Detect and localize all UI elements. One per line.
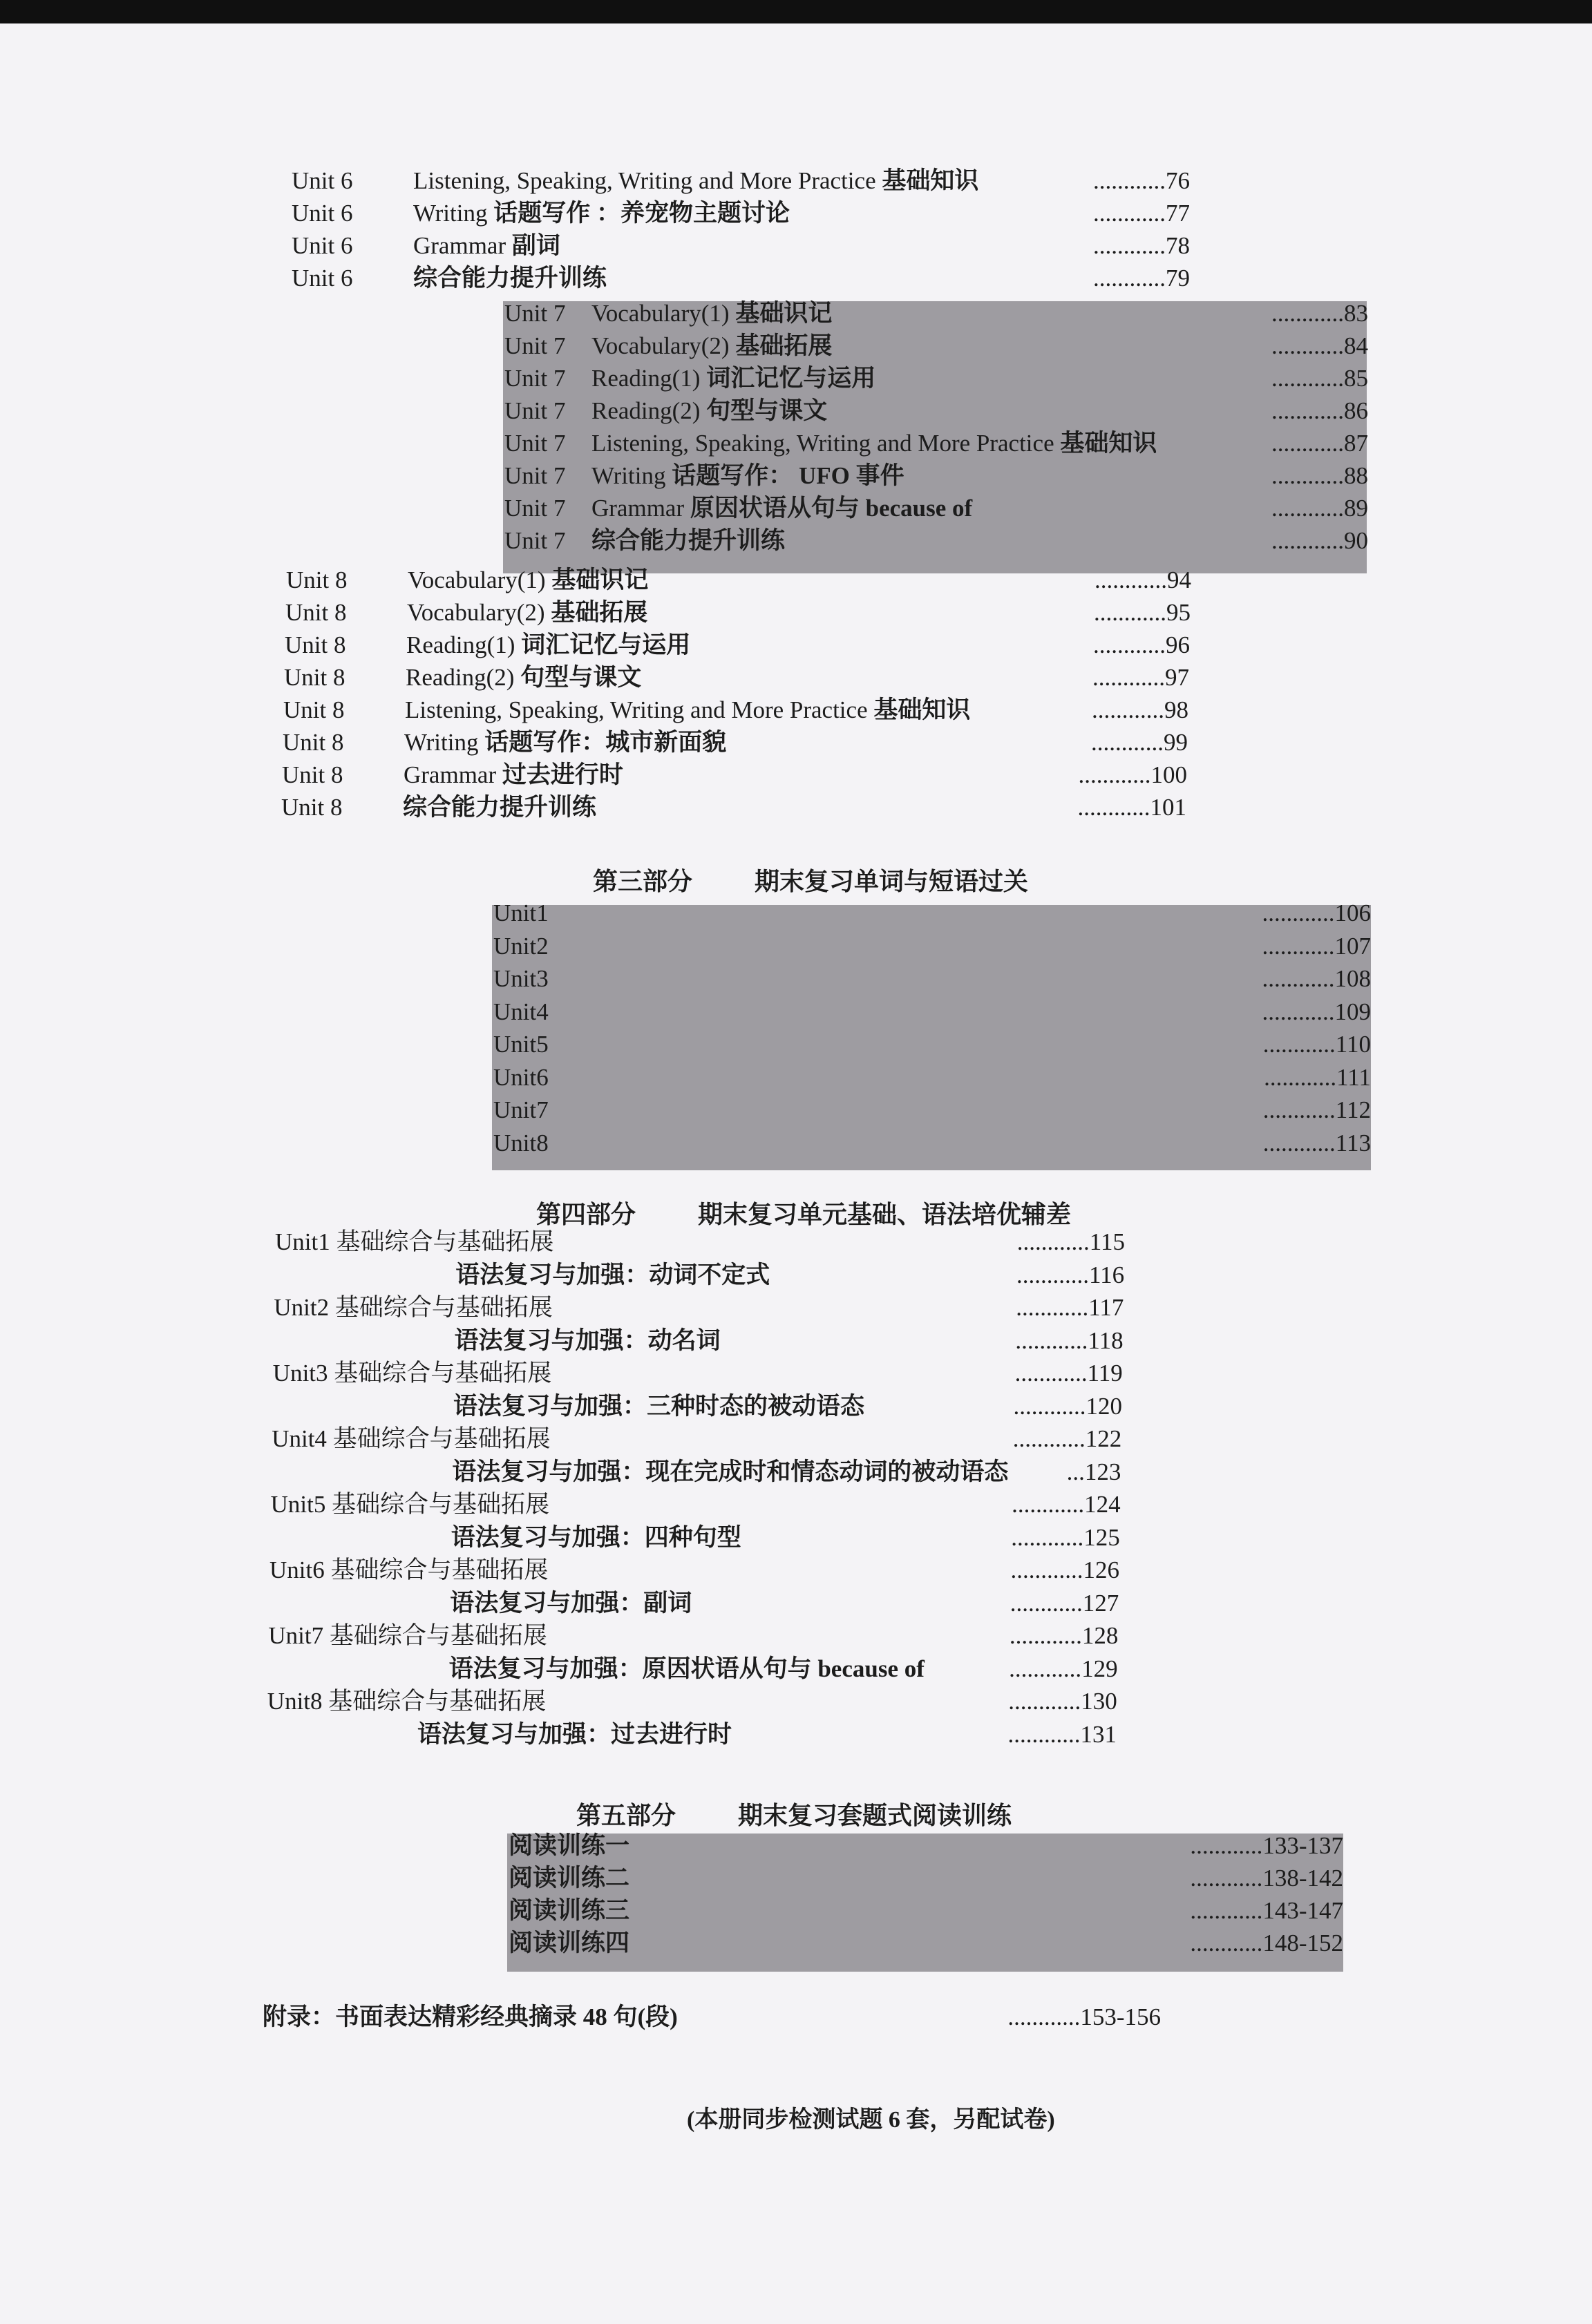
toc-row-part4 <box>269 1587 1119 1620</box>
page-number: ............119 <box>1014 1360 1123 1387</box>
unit-label: Unit 7 <box>504 462 566 489</box>
page-number: ............113 <box>1262 1129 1371 1156</box>
page-number: ............88 <box>1271 462 1368 489</box>
page-number: ............100 <box>1078 761 1187 788</box>
toc-row-part4 <box>274 1324 1124 1358</box>
entry-title <box>591 459 904 493</box>
unit-label: Unit 7 <box>504 527 566 554</box>
page-number: ............138-142 <box>1190 1865 1343 1892</box>
unit-label: Unit 6 <box>292 200 353 227</box>
page-number: ............148-152 <box>1190 1930 1343 1956</box>
unit-label: Unit6 <box>493 1063 549 1091</box>
unit-label: Unit 7 <box>504 397 566 424</box>
unit-label: Unit 7 <box>504 332 566 359</box>
toc-row-part4 <box>268 1652 1118 1686</box>
part5-heading <box>576 1796 1012 1831</box>
entry-title <box>591 297 832 330</box>
page-number: ............112 <box>1262 1096 1371 1123</box>
entry-title <box>591 492 972 525</box>
entry-title <box>591 524 785 558</box>
entry-title-en: Grammar <box>404 761 497 788</box>
page-number: ............130 <box>1008 1688 1117 1715</box>
toc-row-part3 <box>493 1094 1371 1127</box>
entry-title-en: Writing <box>413 200 488 227</box>
page-number: ............76 <box>1093 167 1190 194</box>
part4-title: 期末复习单元基础、语法培优辅差 <box>698 1201 1072 1228</box>
part3-heading <box>593 862 1028 897</box>
entry-title-cn: 基础识记 <box>551 566 649 593</box>
entry-title <box>413 262 607 295</box>
unit-label: Unit4 <box>493 998 549 1025</box>
entry-title <box>407 596 647 629</box>
page-number: ............125 <box>1011 1523 1120 1551</box>
toc-row-part4 <box>271 1456 1121 1489</box>
toc-row-part3 <box>493 1127 1371 1160</box>
entry-title-en: Reading(2) <box>406 664 515 691</box>
entry-title-en: Vocabulary(2) <box>591 332 730 359</box>
entry-title-en: Listening, Speaking, Writing and More Practice <box>591 430 1054 457</box>
toc-row-part4 <box>267 1718 1117 1751</box>
page-number: ............83 <box>1271 300 1368 327</box>
unit-label: Unit5 <box>493 1031 549 1058</box>
appendix-page: ............153-156 <box>1007 2003 1161 2030</box>
grammar-review-title: 语法复习与加强：四种句型 <box>451 1523 741 1551</box>
unit-label: Unit 8 <box>283 729 344 756</box>
toc-row <box>292 262 1190 295</box>
toc-row-part4 <box>272 1390 1122 1423</box>
page-number: ............79 <box>1093 265 1190 292</box>
entry-title <box>406 629 690 662</box>
entry-title-cn: 基础拓展 <box>735 332 833 359</box>
toc-row-part3 <box>493 962 1371 996</box>
unit-label: Unit8 <box>493 1129 549 1156</box>
toc-row-part3 <box>493 930 1371 963</box>
entry-title: Unit8 基础综合与基础拓展 <box>267 1688 547 1715</box>
entry-title-cn: 基础识记 <box>735 300 833 327</box>
page-number: ............95 <box>1094 599 1191 626</box>
entry-title: Unit5 基础综合与基础拓展 <box>270 1491 550 1518</box>
entry-title-cn: 过去进行时 <box>502 761 623 788</box>
toc-row-part4 <box>274 1291 1124 1324</box>
appendix-title: 附录：书面表达精彩经典摘录 48 句(段) <box>263 2003 678 2030</box>
unit-label: Unit 6 <box>292 167 353 194</box>
toc-row-unit8 <box>284 661 1189 694</box>
entry-title-en: Grammar <box>591 495 685 522</box>
page-number: ............77 <box>1093 200 1190 227</box>
page-number: ............87 <box>1271 430 1368 457</box>
entry-title: Unit7 基础综合与基础拓展 <box>268 1622 547 1649</box>
entry-title-cn: 副词 <box>511 232 560 259</box>
page-number: ............109 <box>1262 998 1371 1025</box>
toc-row-unit7 <box>504 427 1368 460</box>
page-number: ............94 <box>1094 566 1191 593</box>
page-number: ............89 <box>1271 495 1368 522</box>
unit-label: Unit1 <box>493 899 549 926</box>
entry-title: 阅读训练二 <box>509 1865 630 1892</box>
unit-label: Unit 8 <box>285 631 346 658</box>
toc-row-unit7 <box>504 330 1368 363</box>
page-number: ...123 <box>1066 1458 1121 1485</box>
part5-title: 期末复习套题式阅读训练 <box>738 1802 1012 1829</box>
entry-title: Unit4 基础综合与基础拓展 <box>272 1425 551 1452</box>
page-number: ............116 <box>1016 1261 1125 1288</box>
unit-label: Unit 7 <box>504 495 566 522</box>
unit-label: Unit 7 <box>504 300 566 327</box>
page-number: ............107 <box>1262 932 1371 960</box>
toc-row-part5 <box>509 1862 1343 1895</box>
toc-row-unit7 <box>504 394 1368 428</box>
part3-title: 期末复习单词与短语过关 <box>755 868 1029 895</box>
toc-row <box>292 197 1190 230</box>
grammar-review-title: 语法复习与加强：现在完成时和情态动词的被动语态 <box>452 1458 1009 1485</box>
entry-title <box>591 362 875 395</box>
entry-title-cn: 基础拓展 <box>551 599 648 626</box>
toc-row-unit7 <box>504 459 1368 493</box>
grammar-review-title: 语法复习与加强：原因状语从句与 because of <box>448 1655 925 1682</box>
toc-row-unit8 <box>281 791 1186 824</box>
grammar-review-title: 语法复习与加强：过去进行时 <box>417 1720 732 1748</box>
grammar-review-title: 语法复习与加强：动名词 <box>454 1326 721 1354</box>
entry-title-cn: 句型与课文 <box>520 664 642 691</box>
unit-label: Unit3 <box>493 965 549 992</box>
page-number: ............122 <box>1012 1425 1122 1452</box>
entry-title-cn: 基础知识 <box>882 167 979 194</box>
entry-title-en: Vocabulary(1) <box>408 566 546 593</box>
page-number: ............117 <box>1016 1294 1124 1321</box>
toc-row-part3 <box>493 1061 1371 1094</box>
page-number: ............129 <box>1009 1655 1118 1682</box>
unit-label: Unit 8 <box>284 664 345 691</box>
toc-row-unit8 <box>282 759 1187 792</box>
unit-label: Unit 6 <box>292 232 353 259</box>
toc-row-part3 <box>493 996 1371 1029</box>
entry-title: 阅读训练三 <box>509 1897 630 1924</box>
entry-title <box>591 394 827 428</box>
toc-row <box>292 164 1190 198</box>
toc-row-part4 <box>270 1521 1120 1554</box>
page-number: ............86 <box>1271 397 1368 424</box>
page-number: ............118 <box>1015 1326 1124 1354</box>
entry-title: Unit1 基础综合与基础拓展 <box>275 1228 554 1255</box>
entry-title-en: Reading(1) <box>591 365 701 392</box>
entry-title-en: Listening, Speaking, Writing and More Practice <box>405 696 868 723</box>
entry-title <box>406 661 641 694</box>
toc-row-part4 <box>273 1357 1123 1390</box>
unit-label: Unit 8 <box>285 599 347 626</box>
page-number: ............106 <box>1262 899 1371 926</box>
entry-title-cn: 基础知识 <box>873 696 971 723</box>
toc-row-unit7 <box>504 492 1368 525</box>
entry-title <box>403 791 596 824</box>
toc-row-part3 <box>493 897 1371 930</box>
entry-title: Unit2 基础综合与基础拓展 <box>274 1294 553 1321</box>
unit-label: Unit 8 <box>286 566 348 593</box>
page-number: ............97 <box>1092 664 1189 691</box>
entry-title-en: Reading(2) <box>591 397 701 424</box>
page-number: ............99 <box>1091 729 1188 756</box>
entry-title <box>591 427 1157 460</box>
page-number: ............143-147 <box>1190 1897 1343 1924</box>
toc-row-unit8 <box>283 694 1188 727</box>
unit-label: Unit 8 <box>282 761 343 788</box>
entry-title: 阅读训练一 <box>509 1832 630 1859</box>
unit-label: Unit 8 <box>283 696 345 723</box>
entry-title-cn: 词汇记忆与运用 <box>706 365 876 392</box>
page-number: ............108 <box>1262 965 1371 992</box>
unit-label: Unit 7 <box>504 430 566 457</box>
entry-title-cn: 综合能力提升训练 <box>591 527 786 554</box>
entry-title-cn: 句型与课文 <box>706 397 828 424</box>
page-number: ............78 <box>1093 232 1190 259</box>
toc-row-unit8 <box>283 726 1188 759</box>
toc-row-part4 <box>271 1488 1121 1521</box>
page-number: ............101 <box>1077 794 1186 821</box>
part3-label: 第三部分 <box>593 868 693 895</box>
page-number: ............96 <box>1093 631 1190 658</box>
entry-title <box>413 164 978 198</box>
page-number: ............128 <box>1009 1622 1119 1649</box>
entry-title-cn: 话题写作 ：养宠物主题讨论 <box>493 200 790 227</box>
entry-title-en: Vocabulary(2) <box>407 599 545 626</box>
entry-title-cn: 综合能力提升训练 <box>413 265 607 292</box>
grammar-review-title: 语法复习与加强：动词不定式 <box>455 1261 770 1288</box>
toc-row-part5 <box>509 1894 1343 1927</box>
page-number: ............85 <box>1271 365 1368 392</box>
toc-row <box>292 229 1190 263</box>
page-number: ............120 <box>1013 1392 1122 1420</box>
entry-title: Unit6 基础综合与基础拓展 <box>269 1556 549 1583</box>
entry-title <box>408 564 648 597</box>
entry-title-cn: 话题写作： UFO 事件 <box>672 462 904 489</box>
toc-row-part4 <box>272 1422 1121 1456</box>
grammar-review-title: 语法复习与加强：三种时态的被动语态 <box>453 1392 865 1420</box>
page-number: ............124 <box>1012 1491 1121 1518</box>
toc-row-part4 <box>274 1259 1124 1292</box>
entry-title-cn: 话题写作：城市新面貌 <box>484 729 727 756</box>
entry-title-en: Vocabulary(1) <box>591 300 730 327</box>
page-number: ............110 <box>1262 1031 1371 1058</box>
page-number: ............133-137 <box>1190 1832 1343 1859</box>
entry-title-cn: 原因状语从句与 because of <box>690 495 973 522</box>
entry-title-cn: 综合能力提升训练 <box>403 794 597 821</box>
grammar-review-title: 语法复习与加强：副词 <box>450 1589 692 1617</box>
toc-row-unit8 <box>285 596 1191 629</box>
page-number: ............131 <box>1007 1720 1117 1748</box>
toc-row-part4 <box>267 1685 1117 1718</box>
entry-title <box>404 759 623 792</box>
entry-title <box>404 726 726 759</box>
toc-row-unit8 <box>285 629 1190 662</box>
toc-row-part5 <box>509 1927 1343 1960</box>
page-number: ............115 <box>1016 1228 1125 1255</box>
toc-row-part3 <box>493 1028 1371 1061</box>
entry-title-en: Listening, Speaking, Writing and More Practice <box>413 167 876 194</box>
page-number: ............127 <box>1010 1589 1119 1617</box>
entry-title <box>413 229 560 263</box>
toc-row-part5 <box>509 1829 1343 1863</box>
unit-label: Unit7 <box>493 1096 549 1123</box>
toc-row-unit7 <box>504 362 1368 395</box>
footnote: (本册同步检测试题 6 套，另配试卷) <box>687 2107 1055 2133</box>
entry-title: 阅读训练四 <box>509 1930 630 1956</box>
page-number: ............98 <box>1092 696 1188 723</box>
entry-title <box>405 694 970 727</box>
toc-row-part4 <box>275 1226 1125 1259</box>
toc-row-part4 <box>269 1554 1119 1587</box>
toc-row-unit8 <box>286 564 1191 597</box>
page-number: ............84 <box>1271 332 1368 359</box>
entry-title-cn: 词汇记忆与运用 <box>521 631 691 658</box>
toc-row-unit7 <box>504 297 1368 330</box>
unit-label: Unit 6 <box>292 265 353 292</box>
unit-label: Unit2 <box>493 932 549 960</box>
part5-label: 第五部分 <box>576 1802 676 1829</box>
page-number: ............111 <box>1264 1063 1371 1091</box>
entry-title <box>413 197 790 230</box>
entry-title-en: Reading(1) <box>406 631 515 658</box>
page-number: ............126 <box>1010 1556 1119 1583</box>
entry-title <box>591 330 832 363</box>
entry-title: Unit3 基础综合与基础拓展 <box>272 1360 552 1387</box>
entry-title-en: Writing <box>404 729 479 756</box>
toc-row-part4 <box>268 1619 1118 1652</box>
part4-label: 第四部分 <box>536 1201 636 1228</box>
unit-label: Unit 7 <box>504 365 566 392</box>
entry-title-en: Grammar <box>413 232 506 259</box>
entry-title-en: Writing <box>591 462 666 489</box>
toc-row-unit7 <box>504 524 1368 558</box>
page-number: ............90 <box>1271 527 1368 554</box>
entry-title-cn: 基础知识 <box>1060 430 1157 457</box>
unit-label: Unit 8 <box>281 794 343 821</box>
appendix-row <box>263 2001 1161 2034</box>
